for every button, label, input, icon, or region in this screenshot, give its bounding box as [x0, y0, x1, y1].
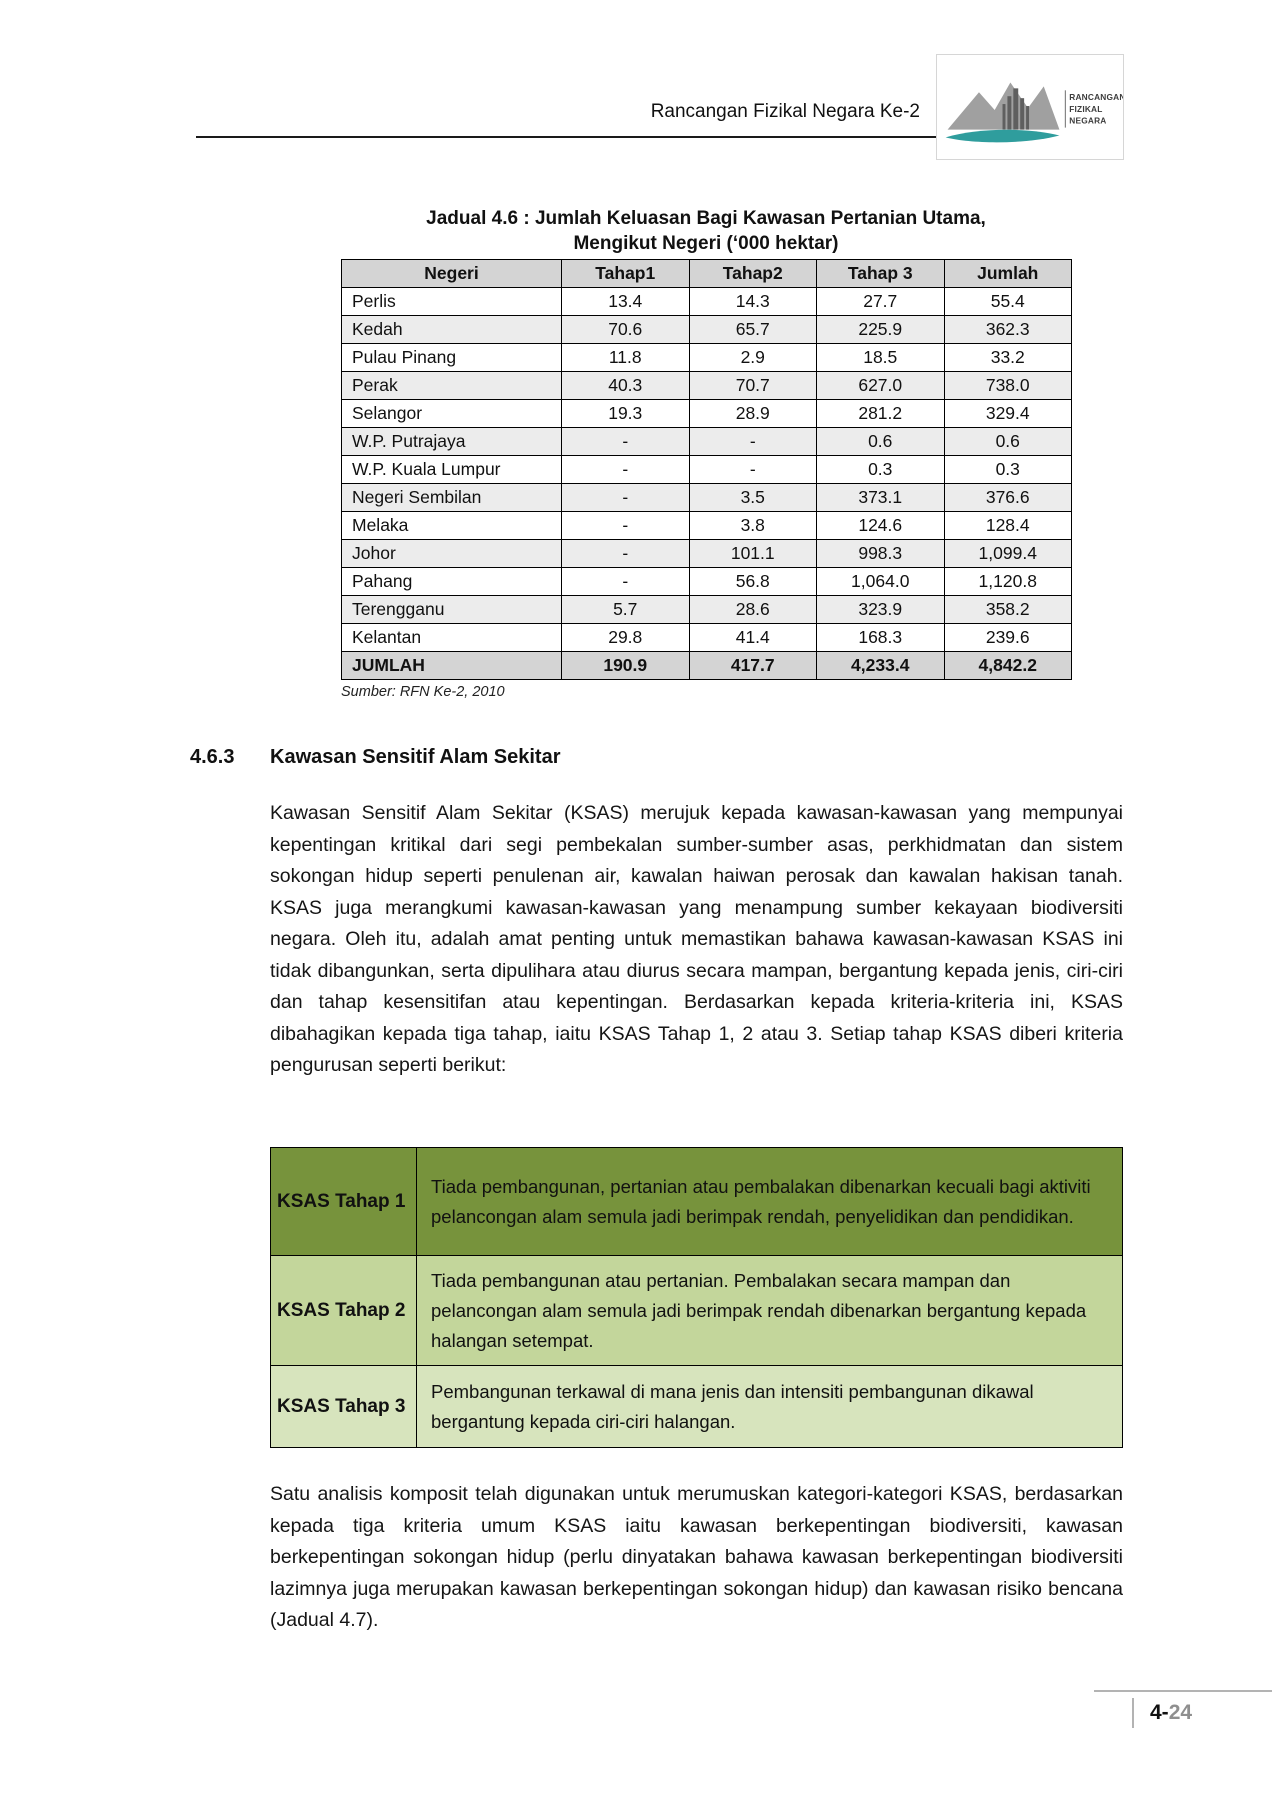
value-cell: 329.4 [944, 400, 1072, 428]
jadual-row-selangor [342, 400, 1072, 428]
ksas-tahap-2-description: Tiada pembangunan atau pertanian. Pembalakan secara mampan dan pelancongan alam semula jadi berimpak rendah dibenarkan bergantung kepada halangan setempat. [417, 1256, 1123, 1366]
value-cell: 1,064.0 [817, 568, 945, 596]
value-cell: 28.9 [689, 400, 817, 428]
negeri-cell: Melaka [342, 512, 562, 540]
value-cell: 1,099.4 [944, 540, 1072, 568]
footer-divider [1132, 1698, 1134, 1728]
value-cell: 13.4 [562, 288, 690, 316]
jadual-row-kelantan [342, 624, 1072, 652]
value-cell: 11.8 [562, 344, 690, 372]
value-cell: 239.6 [944, 624, 1072, 652]
logo-text-line2: FIZIKAL [1069, 103, 1103, 114]
jadual-row-w-p-kuala-lumpur [342, 456, 1072, 484]
table-source-note: Sumber: RFN Ke-2, 2010 [341, 684, 505, 700]
total-value-cell: 4,842.2 [944, 652, 1072, 680]
logo-text-line1: RANCANGAN [1069, 92, 1123, 103]
value-cell: 358.2 [944, 596, 1072, 624]
value-cell: 41.4 [689, 624, 817, 652]
paragraph-ksas-analysis: Satu analisis komposit telah digunakan untuk merumuskan kategori-kategori KSAS, berdasarkan kepada tiga kriteria umum KSAS iaitu kawasan berkepentingan biodiversiti, kawasan berkepentingan sokongan hidup (perlu dinyatakan bahawa kawasan berkepentingan biodiversiti lazimnya juga merupakan kawasan berkepentingan sokongan hidup) dan kawasan risiko bencana (Jadual 4.7). [270, 1483, 1123, 1631]
ksas-tahap-1-description: Tiada pembangunan, pertanian atau pembalakan dibenarkan kecuali bagi aktiviti pelancongan alam semula jadi berimpak rendah, penyelidikan dan pendidikan. [417, 1148, 1123, 1256]
value-cell: 373.1 [817, 484, 945, 512]
value-cell: 225.9 [817, 316, 945, 344]
value-cell: 70.6 [562, 316, 690, 344]
negeri-cell: Kedah [342, 316, 562, 344]
value-cell: 40.3 [562, 372, 690, 400]
jadual-body [342, 288, 1072, 652]
negeri-cell: W.P. Putrajaya [342, 428, 562, 456]
page-number-value: 24 [1168, 1701, 1193, 1724]
value-cell: 65.7 [689, 316, 817, 344]
col-header-tahap2: Tahap2 [689, 260, 817, 288]
value-cell: 998.3 [817, 540, 945, 568]
value-cell: 14.3 [689, 288, 817, 316]
value-cell: - [562, 484, 690, 512]
negeri-cell: Selangor [342, 400, 562, 428]
value-cell: 627.0 [817, 372, 945, 400]
jadual-total-row [342, 652, 1072, 680]
value-cell: - [562, 512, 690, 540]
value-cell: 3.8 [689, 512, 817, 540]
ksas-row-2 [271, 1256, 1123, 1366]
rfn-logo [936, 54, 1124, 160]
value-cell: 33.2 [944, 344, 1072, 372]
jadual-row-johor [342, 540, 1072, 568]
jadual-row-kedah [342, 316, 1072, 344]
value-cell: 0.3 [944, 456, 1072, 484]
ksas-row-1 [271, 1148, 1123, 1256]
jadual-row-perlis [342, 288, 1072, 316]
value-cell: 738.0 [944, 372, 1072, 400]
value-cell: 323.9 [817, 596, 945, 624]
jadual-row-negeri-sembilan [342, 484, 1072, 512]
negeri-cell: Pahang [342, 568, 562, 596]
jadual-title [340, 206, 1072, 256]
page-number-chapter: 4- [1150, 1701, 1169, 1724]
negeri-cell: Negeri Sembilan [342, 484, 562, 512]
negeri-cell: Terengganu [342, 596, 562, 624]
ksas-tahap-1-label: KSAS Tahap 1 [271, 1148, 417, 1256]
value-cell: 70.7 [689, 372, 817, 400]
col-header-tahap1: Tahap1 [562, 260, 690, 288]
ksas-row-3 [271, 1366, 1123, 1448]
jadual-row-pulau-pinang [342, 344, 1072, 372]
value-cell: 0.3 [817, 456, 945, 484]
total-value-cell: 190.9 [562, 652, 690, 680]
negeri-cell: Pulau Pinang [342, 344, 562, 372]
section-heading [190, 746, 561, 769]
value-cell: 0.6 [944, 428, 1072, 456]
value-cell: 281.2 [817, 400, 945, 428]
negeri-cell: Johor [342, 540, 562, 568]
value-cell: 3.5 [689, 484, 817, 512]
rfn-logo-graphic [937, 55, 1123, 159]
jadual-row-terengganu [342, 596, 1072, 624]
value-cell: - [562, 428, 690, 456]
value-cell: 18.5 [817, 344, 945, 372]
jadual-4-6-table [341, 259, 1072, 680]
jadual-title-line2: Mengikut Negeri (‘000 hektar) [573, 233, 839, 254]
jadual-row-w-p-putrajaya [342, 428, 1072, 456]
total-value-cell: 4,233.4 [817, 652, 945, 680]
value-cell: - [689, 456, 817, 484]
value-cell: 55.4 [944, 288, 1072, 316]
col-header-negeri: Negeri [342, 260, 562, 288]
header-doc-title: Rancangan Fizikal Negara Ke-2 [650, 101, 920, 122]
value-cell: - [689, 428, 817, 456]
value-cell: 128.4 [944, 512, 1072, 540]
page-number [1150, 1701, 1192, 1725]
col-header-tahap3: Tahap 3 [817, 260, 945, 288]
jadual-row-pahang [342, 568, 1072, 596]
value-cell: - [562, 568, 690, 596]
ksas-body [271, 1148, 1123, 1448]
page-number-box [1094, 1690, 1272, 1734]
value-cell: 362.3 [944, 316, 1072, 344]
section-number: 4.6.3 [190, 746, 235, 768]
ksas-table [270, 1147, 1123, 1448]
logo-teal-swoosh [946, 130, 1060, 143]
value-cell: 27.7 [817, 288, 945, 316]
col-header-jumlah: Jumlah [944, 260, 1072, 288]
paragraph-ksas-intro: Kawasan Sensitif Alam Sekitar (KSAS) merujuk kepada kawasan-kawasan yang mempunyai kepentingan kritikal dari segi pembekalan sumber-sumber asas, perkhidmatan dan sistem sokongan hidup seperti penulenan air, kawalan haiwan perosak dan kawalan hakisan tanah. KSAS juga merangkumi kawasan-kawasan yang menampung sumber kekayaan biodiversiti negara. Oleh itu, adalah amat penting untuk memastikan bahawa kawasan-kawasan KSAS ini tidak dibangunkan, serta dipulihara atau diurus secara mampan, bergantung kepada jenis, ciri-ciri dan tahap kesensitifan atau kepentingan. Berdasarkan kepada kriteria-kriteria ini, KSAS dibahagikan kepada tiga tahap, iaitu KSAS Tahap 1, 2 atau 3. Setiap tahap KSAS diberi kriteria pengurusan seperti berikut: [270, 802, 1123, 1076]
negeri-cell: W.P. Kuala Lumpur [342, 456, 562, 484]
jadual-row-melaka [342, 512, 1072, 540]
jadual-row-perak [342, 372, 1072, 400]
negeri-cell: Perak [342, 372, 562, 400]
value-cell: 56.8 [689, 568, 817, 596]
value-cell: 2.9 [689, 344, 817, 372]
value-cell: 1,120.8 [944, 568, 1072, 596]
ksas-tahap-2-label: KSAS Tahap 2 [271, 1256, 417, 1366]
value-cell: 28.6 [689, 596, 817, 624]
value-cell: 5.7 [562, 596, 690, 624]
section-title: Kawasan Sensitif Alam Sekitar [270, 746, 561, 768]
total-value-cell: 417.7 [689, 652, 817, 680]
jadual-header-row [342, 260, 1072, 288]
value-cell: 0.6 [817, 428, 945, 456]
total-label-cell: JUMLAH [342, 652, 562, 680]
value-cell: 19.3 [562, 400, 690, 428]
negeri-cell: Perlis [342, 288, 562, 316]
value-cell: - [562, 540, 690, 568]
value-cell: 124.6 [817, 512, 945, 540]
jadual-title-line1: Jadual 4.6 : Jumlah Keluasan Bagi Kawasan Pertanian Utama, [426, 208, 986, 229]
ksas-tahap-3-label: KSAS Tahap 3 [271, 1366, 417, 1448]
value-cell: 168.3 [817, 624, 945, 652]
logo-text-line3: NEGARA [1069, 115, 1107, 126]
value-cell: 101.1 [689, 540, 817, 568]
value-cell: 29.8 [562, 624, 690, 652]
value-cell: - [562, 456, 690, 484]
negeri-cell: Kelantan [342, 624, 562, 652]
ksas-tahap-3-description: Pembangunan terkawal di mana jenis dan intensiti pembangunan dikawal bergantung kepada ciri-ciri halangan. [417, 1366, 1123, 1448]
value-cell: 376.6 [944, 484, 1072, 512]
